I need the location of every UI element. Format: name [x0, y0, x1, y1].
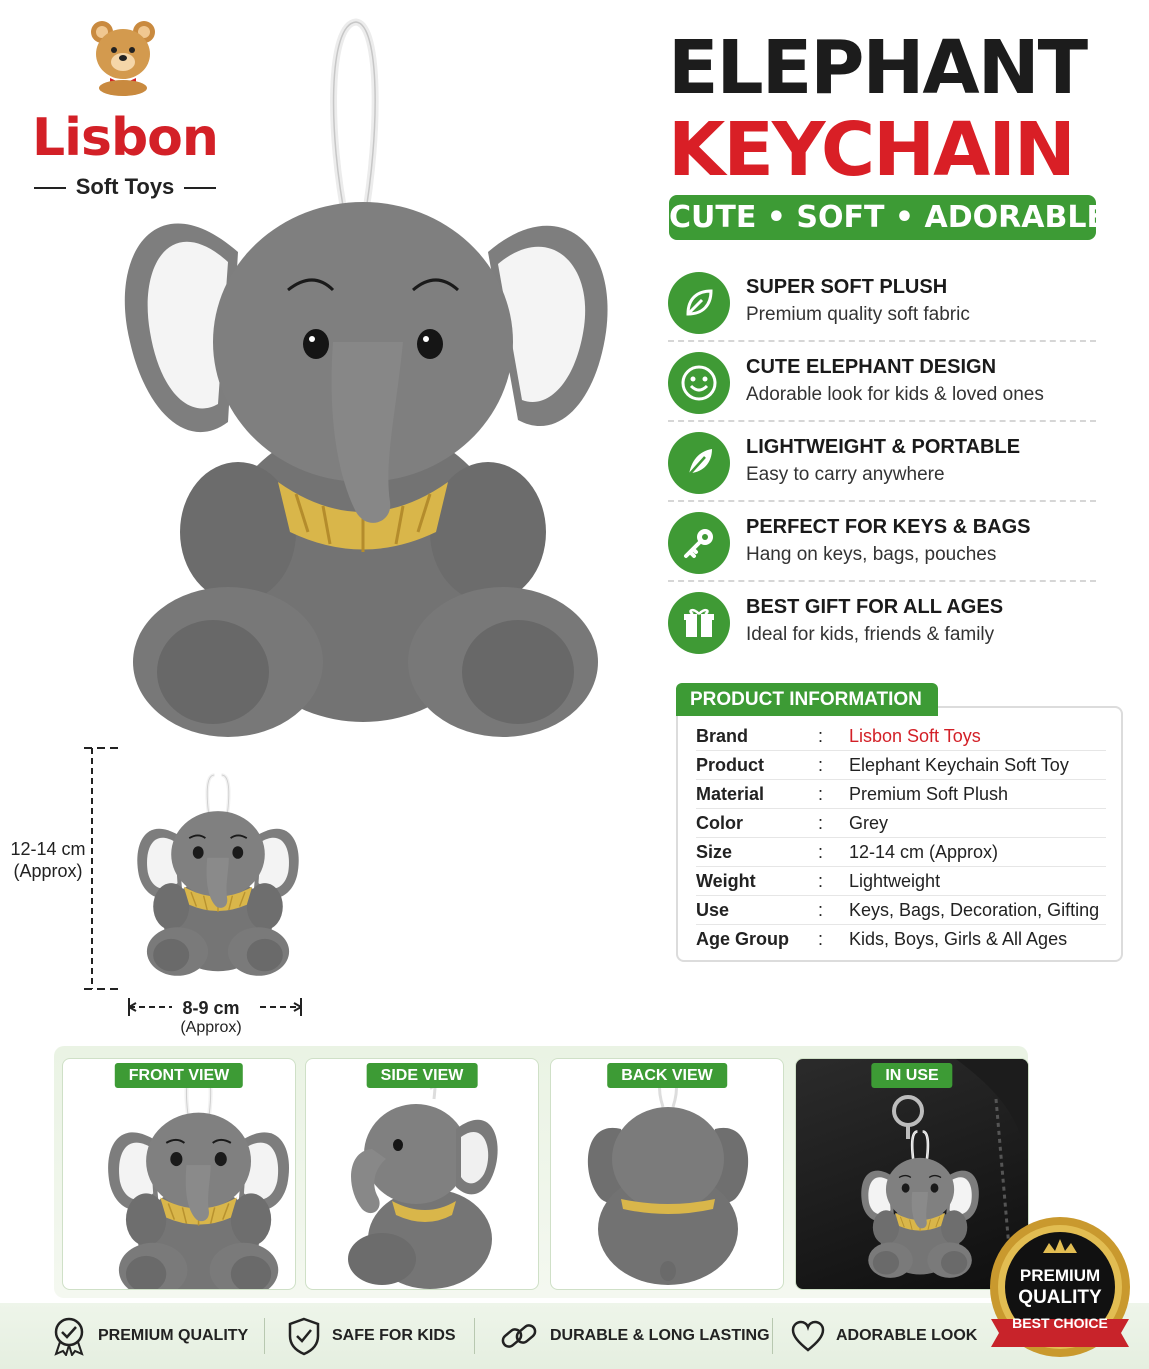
- trust-item: [286, 1316, 456, 1356]
- feature-heading: CUTE ELEPHANT DESIGN: [746, 356, 997, 378]
- height-note: (Approx): [13, 861, 83, 881]
- info-key: Material: [696, 784, 765, 804]
- trust-label: ADORABLE LOOK: [836, 1327, 978, 1344]
- trust-item: [50, 1316, 248, 1356]
- shield-check-icon: [286, 1316, 322, 1356]
- feature-item: [668, 266, 1096, 346]
- front-view-image: [63, 1059, 296, 1290]
- width-label: 8-9 cm: [182, 998, 240, 1018]
- brand-name: Lisbon: [32, 108, 218, 168]
- trust-item: [498, 1316, 770, 1356]
- info-value: Lisbon Soft Toys: [849, 726, 981, 746]
- width-note: (Approx): [180, 1019, 242, 1036]
- info-row: [696, 780, 1106, 809]
- divider: [668, 340, 1096, 342]
- info-row: [696, 722, 1106, 751]
- ribbon-check-icon: [50, 1316, 88, 1356]
- main-product-image: [118, 12, 618, 752]
- info-value: 12-14 cm (Approx): [849, 842, 999, 862]
- feature-description: Premium quality soft fabric: [746, 304, 970, 325]
- info-value: Keys, Bags, Decoration, Gifting: [849, 900, 1100, 920]
- info-separator: :: [818, 900, 824, 920]
- feather-icon: [668, 432, 730, 494]
- back-view-image: [551, 1059, 784, 1290]
- info-key: Use: [696, 900, 730, 920]
- info-separator: :: [818, 755, 824, 775]
- divider: [668, 580, 1096, 582]
- side-view-card[interactable]: [305, 1058, 539, 1290]
- info-key: Age Group: [696, 929, 789, 949]
- badge-line1: PREMIUM: [1019, 1266, 1101, 1285]
- leaf-icon: [668, 272, 730, 334]
- info-value: Elephant Keychain Soft Toy: [849, 755, 1069, 775]
- brand-subtitle: Soft Toys: [20, 174, 230, 200]
- info-key: Weight: [696, 871, 756, 891]
- info-value: Kids, Boys, Girls & All Ages: [849, 929, 1068, 949]
- tagline-banner: CUTE • SOFT • ADORABLE: [669, 195, 1096, 240]
- back-view-card[interactable]: [550, 1058, 784, 1290]
- product-title-line1: ELEPHANT: [668, 25, 1087, 111]
- smile-icon: [668, 352, 730, 414]
- info-value: Grey: [849, 813, 889, 833]
- feature-heading: PERFECT FOR KEYS & BAGS: [746, 516, 1031, 538]
- trust-label: PREMIUM QUALITY: [98, 1327, 249, 1344]
- heart-icon: [790, 1319, 826, 1353]
- info-value: Lightweight: [849, 871, 941, 891]
- feature-item: [668, 346, 1096, 426]
- divider: [264, 1318, 265, 1354]
- feature-item: [668, 506, 1096, 586]
- feature-item: [668, 586, 1096, 666]
- side-view-image: [306, 1059, 539, 1290]
- info-separator: :: [818, 871, 824, 891]
- info-key: Brand: [696, 726, 749, 746]
- info-key: Product: [696, 755, 765, 775]
- link-icon: [498, 1316, 540, 1356]
- trust-label: DURABLE & LONG LASTING: [550, 1327, 770, 1344]
- divider: [772, 1318, 773, 1354]
- info-row: [696, 867, 1106, 896]
- info-row: [696, 838, 1106, 867]
- divider: [668, 500, 1096, 502]
- front-view-card[interactable]: [62, 1058, 296, 1290]
- key-icon: [668, 512, 730, 574]
- trust-item: [790, 1316, 977, 1356]
- feature-item: [668, 426, 1096, 506]
- product-info-title: PRODUCT INFORMATION: [676, 683, 938, 716]
- info-separator: :: [818, 929, 824, 949]
- info-value: Premium Soft Plush: [849, 784, 1009, 804]
- feature-description: Ideal for kids, friends & family: [746, 624, 995, 645]
- view-label: IN USE: [871, 1063, 952, 1088]
- view-label: SIDE VIEW: [367, 1063, 478, 1088]
- gift-icon: [668, 592, 730, 654]
- trust-label: SAFE FOR KIDS: [332, 1327, 456, 1344]
- info-separator: :: [818, 784, 824, 804]
- divider: [668, 420, 1096, 422]
- view-label: FRONT VIEW: [115, 1063, 243, 1088]
- feature-description: Easy to carry anywhere: [746, 464, 945, 485]
- small-product-image: [128, 760, 308, 990]
- feature-heading: LIGHTWEIGHT & PORTABLE: [746, 436, 1021, 458]
- feature-heading: SUPER SOFT PLUSH: [746, 276, 948, 298]
- divider: [474, 1318, 475, 1354]
- info-row: [696, 896, 1106, 925]
- feature-heading: BEST GIFT FOR ALL AGES: [746, 596, 1004, 618]
- info-row: [696, 809, 1106, 838]
- view-label: BACK VIEW: [607, 1063, 727, 1088]
- feature-description: Adorable look for kids & loved ones: [746, 384, 1044, 405]
- height-label: 12-14 cm: [10, 839, 86, 859]
- info-row: [696, 751, 1106, 780]
- info-separator: :: [818, 842, 824, 862]
- info-key: Size: [696, 842, 733, 862]
- premium-quality-badge: [985, 1215, 1135, 1365]
- feature-description: Hang on keys, bags, pouches: [746, 544, 997, 565]
- info-separator: :: [818, 813, 824, 833]
- product-title-line2: KEYCHAIN: [668, 107, 1074, 193]
- badge-ribbon: BEST CHOICE: [1012, 1315, 1108, 1331]
- info-separator: :: [818, 726, 824, 746]
- badge-line2: QUALITY: [1018, 1287, 1102, 1308]
- info-row: [696, 925, 1106, 954]
- info-key: Color: [696, 813, 743, 833]
